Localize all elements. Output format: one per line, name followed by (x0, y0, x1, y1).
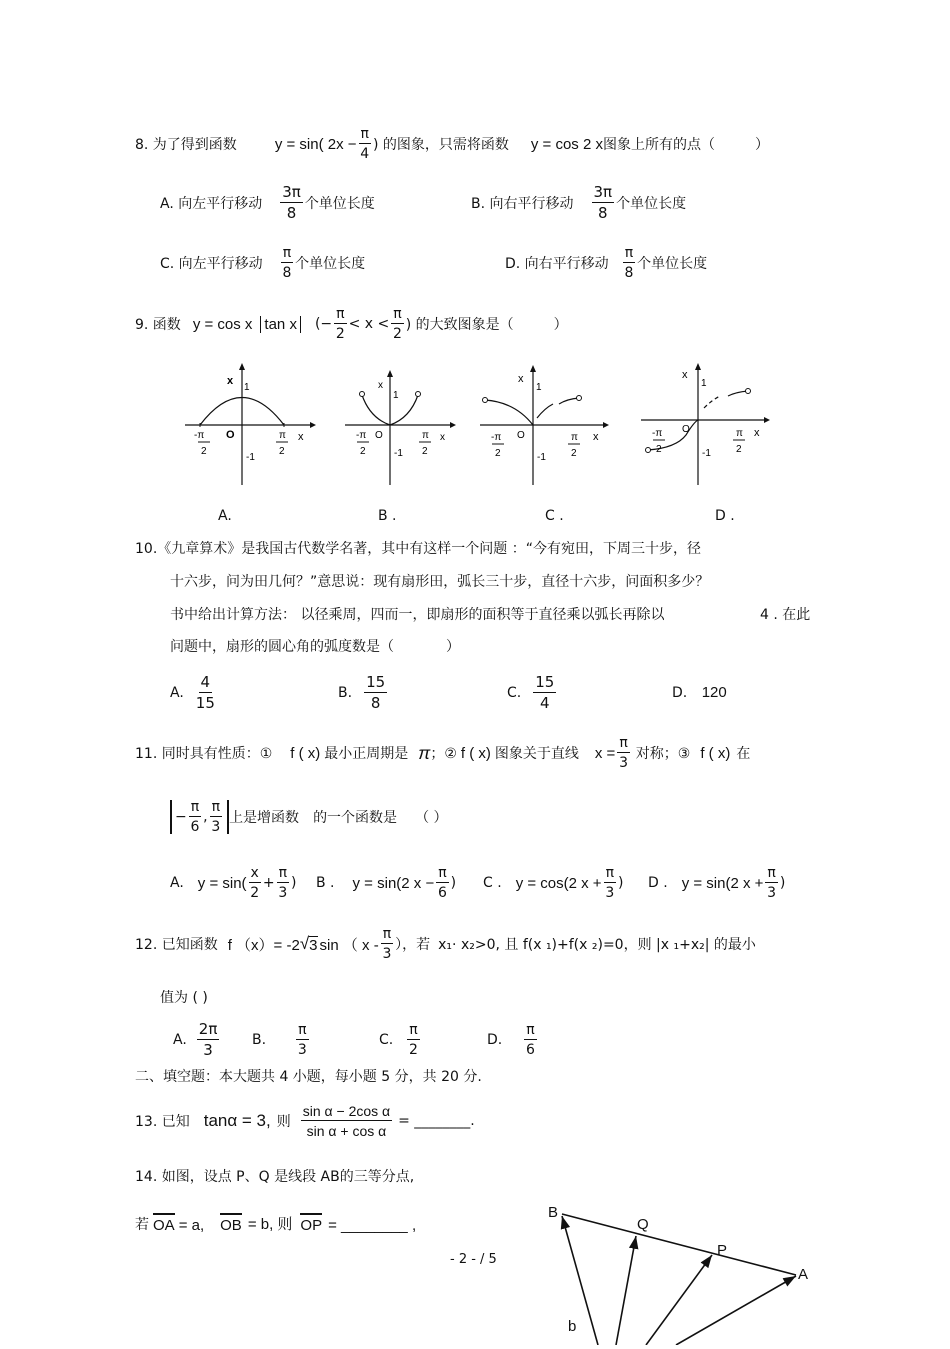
option-rp: ) (450, 875, 457, 891)
q12-sin: sin （ x - (319, 936, 379, 954)
option-fraction: $\frac{\pi}{8}$ (624, 245, 634, 281)
q11-interval-line (170, 792, 448, 842)
q14-line-1: 14. 如图，设点 P、Q 是线段 AB的三等分点, (135, 1169, 415, 1185)
option-fraction: $\frac{x}{2}$ (250, 865, 260, 901)
q9-graph-b (340, 360, 460, 490)
fig-label-b-vector: b (568, 1318, 577, 1335)
q11-sep: ；② (430, 746, 457, 762)
vector-arrow-icon (220, 1213, 242, 1215)
q10-question: 问题中，扇形的圆心角的弧度数是（ (170, 639, 394, 655)
q9-paren-close: ） (553, 317, 568, 333)
svg-text:π: π (279, 430, 286, 441)
q11-paren: （ ） (415, 810, 448, 826)
q8-option-a (160, 180, 375, 226)
option-tail: 个单位长度 (304, 196, 375, 212)
option-fraction: $\frac{3\pi}{8}$ (593, 183, 613, 222)
q14-line-2 (135, 1204, 416, 1234)
q9-pi-over-2-right: $\frac{\pi}{2}$ (393, 306, 402, 342)
q12-sqrt3: 3 (309, 937, 318, 954)
option-label: A. (173, 1032, 187, 1048)
q11-pi-over-6: $\frac{\pi}{6}$ (190, 799, 200, 835)
svg-text:x: x (593, 431, 599, 443)
option-fraction: $\frac{4}{15}$ (195, 673, 215, 712)
q12-condition: x₁· x₂>0, 且 f(x ₁)+f(x ₂)=0，则 |x ₁+x₂| 的最小 (438, 937, 756, 953)
svg-text:O: O (517, 430, 525, 441)
q8-stem (135, 122, 769, 166)
plus-sign: + (262, 875, 275, 891)
q10-line-2: 十六步，问为田几何？”意思说：现有扇形田，弧长三十步，直径十六步，问面积多少？ (170, 574, 710, 590)
q14-eq-b: = b, 则 (247, 1216, 293, 1233)
svg-text:x: x (298, 431, 304, 443)
option-label: C. (379, 1032, 394, 1048)
option-fraction: $\frac{\pi}{3}$ (297, 1022, 307, 1058)
vector-arrow-icon (153, 1213, 175, 1215)
q12-intro: 12. 已知函数 (135, 937, 218, 953)
q11-zai: 在 (736, 746, 751, 762)
option-tail: 个单位长度 (637, 256, 708, 272)
q12-option-a (173, 1017, 221, 1063)
q11-pi-over-3-b: $\frac{\pi}{3}$ (211, 799, 221, 835)
q12-pi-over-3: $\frac{\pi}{3}$ (382, 926, 392, 962)
vector-oa: OA (153, 1217, 175, 1234)
q9-abs-tan: tan x (260, 316, 301, 333)
q8-target-func-right: ) 的图象，只需将函数 (372, 137, 509, 153)
q9-pi-over-2-left: $\frac{\pi}{2}$ (335, 306, 345, 342)
q10-option-b (338, 670, 389, 716)
q13-ze: 则 (276, 1114, 291, 1130)
svg-text:π: π (422, 430, 429, 441)
svg-text:2: 2 (736, 444, 742, 455)
section-2-heading: 二、填空题：本大题共 4 小题，每小题 5 分，共 20 分. (135, 1069, 482, 1085)
q11-fx: f ( x) (700, 744, 731, 762)
option-label: B. (338, 685, 353, 701)
option-lhs: y = sin( (197, 874, 247, 892)
q10-line-3b: 4 . 在此 (760, 607, 811, 623)
option-label: D. 向右平行移动 (505, 256, 609, 272)
option-fraction: $\frac{15}{4}$ (535, 673, 555, 712)
option-fraction: $\frac{\pi}{2}$ (408, 1022, 418, 1058)
svg-text:2: 2 (571, 448, 577, 459)
q11-fx: f ( x) (460, 744, 491, 762)
q13-tan: tanα = 3, (203, 1111, 271, 1130)
page-footer: - 2 - / 5 (450, 1252, 497, 1267)
q8-option-d (505, 240, 707, 286)
vector-arrow-icon (300, 1213, 322, 1215)
option-label: A. (170, 875, 184, 891)
q8-source-func: y = cos 2 x (530, 135, 603, 153)
q13-blank[interactable]: = ________. (398, 1113, 475, 1129)
option-fraction: $\frac{\pi}{8}$ (282, 245, 292, 281)
svg-text:x: x (682, 369, 688, 381)
svg-text:-1: -1 (246, 452, 255, 463)
q11-increasing: 上是增函数 (229, 810, 300, 826)
q9-stem (135, 302, 568, 346)
q12-option-c (379, 1017, 422, 1063)
option-rp: ) (779, 875, 786, 891)
vector-ob: OB (220, 1217, 242, 1234)
svg-text:-1: -1 (394, 448, 403, 459)
q12-stem (135, 920, 756, 968)
q10-option-a (170, 670, 217, 716)
svg-text:π: π (571, 432, 578, 443)
svg-text:2: 2 (422, 446, 428, 457)
q8-stem-tail: 图象上所有的点（ (603, 137, 715, 153)
q9-graph-label-a: A. (218, 508, 232, 524)
option-label: B . (316, 875, 335, 891)
q8-option-b (471, 180, 686, 226)
option-label: A. 向左平行移动 (160, 196, 263, 212)
q11-option-a (170, 858, 296, 908)
svg-text:x: x (754, 427, 760, 439)
svg-text:-π: -π (194, 430, 205, 441)
q8-pi-over-4: $\frac{\pi}{4}$ (360, 126, 370, 162)
option-fraction: $\frac{2\pi}{3}$ (198, 1020, 218, 1059)
option-tail: 个单位长度 (295, 256, 366, 272)
q10-line-4 (170, 636, 460, 656)
q11-fx: f ( x) (290, 744, 321, 762)
q9-func: y = cos x (192, 315, 253, 333)
q12-sqrt: √ 3 (299, 934, 318, 954)
option-label: C. 向左平行移动 (160, 256, 263, 272)
option-fraction: $\frac{\pi}{3}$ (605, 865, 615, 901)
q13-stem (135, 1097, 475, 1145)
option-fraction: $\frac{3\pi}{8}$ (282, 183, 301, 222)
option-tail: 个单位长度 (616, 196, 687, 212)
q14-eq-a: = a, (178, 1217, 205, 1234)
q10-option-c (507, 670, 558, 716)
q11-intro: 11. 同时具有性质：① (135, 746, 273, 762)
svg-text:2: 2 (201, 446, 207, 457)
option-label: D. (672, 685, 688, 701)
q8-target-func-left: y = sin( 2x − (274, 135, 357, 153)
q9-graph-d (636, 360, 776, 490)
q11-option-b (316, 858, 456, 908)
q13-intro: 13. 已知 (135, 1114, 190, 1130)
option-rp: ) (618, 875, 624, 891)
q11-interval (170, 800, 229, 834)
svg-text:-π: -π (652, 428, 663, 439)
q11-prop2: 图象关于直线 (494, 746, 579, 762)
q9-graph-a (180, 360, 320, 490)
svg-text:1: 1 (701, 378, 707, 389)
q10-line-3a: 书中给出计算方法： 以径乘周，四而一，即扇形的面积等于直径乘以弧长再除以 (170, 607, 665, 623)
q9-range-left: (− (314, 316, 333, 332)
q12-func: f （x）= -2 (227, 936, 300, 954)
q14-figure (540, 1200, 830, 1345)
q10-line-1: 10.《九章算术》是我国古代数学名著，其中有这样一个问题 ：“今有宛田，下周三十步，径 (135, 541, 701, 557)
q12-option-d (487, 1017, 539, 1063)
q13-fraction: $\frac{\text{sin α − 2cos α}}{\text{sin α + cos α}}$ (302, 1103, 391, 1139)
svg-text:2: 2 (495, 448, 501, 459)
q11-pi: π (418, 742, 431, 763)
option-rp: ) (291, 875, 297, 891)
option-fraction: $\frac{15}{8}$ (366, 673, 386, 712)
q9-range-right: ) 的大致图象是（ (405, 317, 514, 333)
q12-line-2: 值为 ( ) (160, 990, 208, 1006)
q11-option-c (483, 858, 623, 908)
option-label: B. (252, 1032, 267, 1048)
q12-rp: ），若 (395, 937, 431, 953)
svg-text:-π: -π (491, 432, 502, 443)
q9-graph-label-d: D . (715, 508, 735, 524)
q11-prop3: 对称；③ (635, 746, 691, 762)
q8-intro: 8. 为了得到函数 (135, 137, 237, 153)
q11-pi-over-3: $\frac{\pi}{3}$ (619, 735, 628, 771)
option-label: A. (170, 685, 184, 701)
vector-op: OP (300, 1217, 322, 1234)
option-label: D. (487, 1032, 503, 1048)
q8-paren-close: ） (755, 137, 769, 153)
fig-label-p: P (717, 1242, 728, 1259)
q10-option-d (672, 684, 727, 701)
q11-ask: 的一个函数是 (313, 810, 398, 826)
option-fraction: $\frac{\pi}{6}$ (525, 1022, 535, 1058)
svg-text:O: O (226, 429, 235, 441)
option-label: C . (483, 875, 502, 891)
option-value: 120 (701, 684, 727, 701)
svg-text:2: 2 (656, 444, 662, 455)
svg-text:x: x (227, 375, 234, 387)
q11-x-eq: x = (594, 744, 616, 762)
minus-sign: − (175, 809, 187, 825)
svg-text:1: 1 (536, 382, 542, 393)
q9-graph-label-c: C . (545, 508, 564, 524)
q9-graph-label-b: B . (378, 508, 397, 524)
q11-prop1: 最小正周期是 (324, 746, 409, 762)
q9-intro: 9. 函数 (135, 317, 181, 333)
svg-text:-π: -π (356, 430, 367, 441)
q11-option-d (648, 858, 785, 908)
svg-text:π: π (736, 428, 743, 439)
svg-text:-1: -1 (702, 448, 711, 459)
svg-text:1: 1 (244, 382, 250, 393)
option-label: C. (507, 685, 522, 701)
q10-paren-close: ） (446, 639, 460, 655)
fig-label-a: A (798, 1266, 809, 1283)
svg-text:2: 2 (360, 446, 366, 457)
option-fraction: $\frac{\pi}{3}$ (278, 865, 288, 901)
svg-text:O: O (375, 430, 383, 441)
svg-text:x: x (440, 432, 445, 443)
q12-option-b (252, 1017, 311, 1063)
option-fraction: $\frac{\pi}{3}$ (767, 865, 777, 901)
option-label: D . (648, 875, 668, 891)
q14-ruo: 若 (135, 1217, 149, 1233)
option-lhs: y = sin(2 x − (352, 874, 435, 892)
svg-text:2: 2 (279, 446, 285, 457)
q9-inequality: < x < (348, 316, 390, 332)
fig-label-q: Q (637, 1216, 649, 1233)
svg-text:1: 1 (393, 390, 399, 401)
svg-text:-1: -1 (537, 452, 546, 463)
q11-stem (135, 730, 750, 776)
q9-graph-c (475, 360, 615, 490)
svg-text:x: x (518, 373, 524, 385)
svg-text:O: O (682, 424, 690, 435)
q8-option-c (160, 240, 365, 286)
option-lhs: y = cos(2 x + (515, 874, 602, 892)
option-lhs: y = sin(2 x + (681, 874, 764, 892)
fig-label-b-point: B (548, 1204, 559, 1221)
svg-text:x: x (378, 380, 383, 391)
option-fraction: $\frac{\pi}{6}$ (437, 865, 447, 901)
option-label: B. 向右平行移动 (471, 196, 574, 212)
comma: , (203, 809, 208, 825)
q14-blank[interactable]: = ________ , (328, 1217, 417, 1234)
